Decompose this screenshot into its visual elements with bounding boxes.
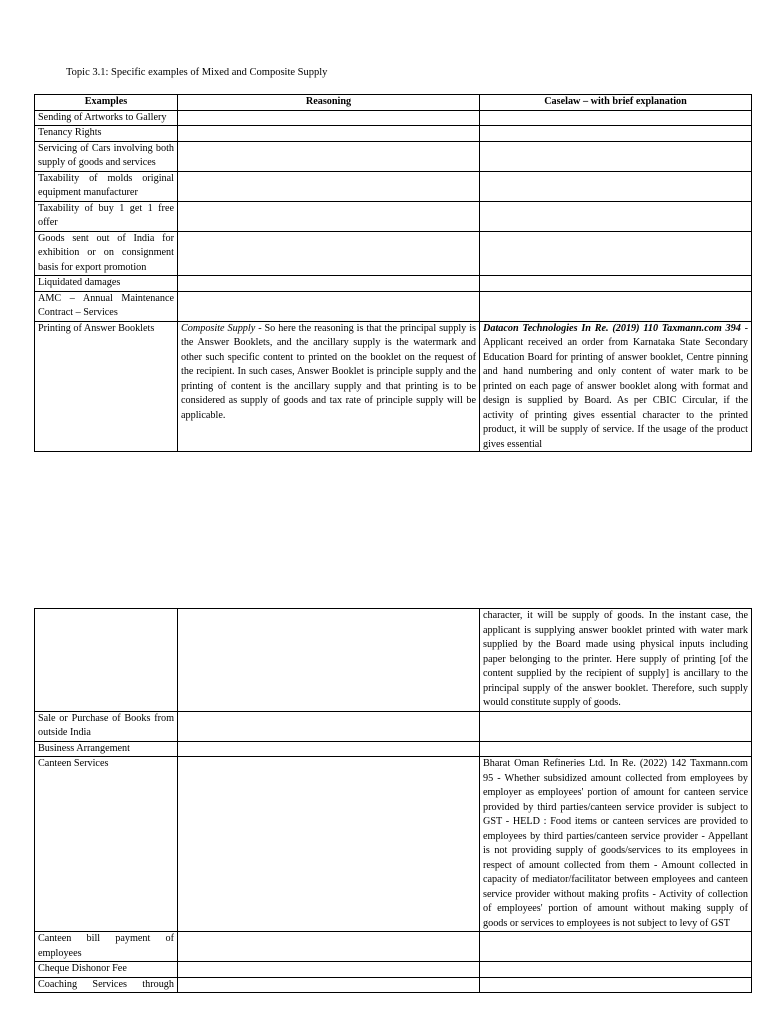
example-cell: Canteen bill payment of employees (35, 932, 178, 962)
table-header-row (35, 95, 752, 111)
example-cell: AMC – Annual Maintenance Contract – Services (35, 291, 178, 321)
reasoning-cell (178, 609, 480, 712)
caselaw-cell (480, 711, 752, 741)
caselaw-cell (480, 201, 752, 231)
header-reasoning: Reasoning (178, 95, 480, 111)
caselaw-cell (480, 977, 752, 993)
header-examples: Examples (35, 95, 178, 111)
example-cell: Cheque Dishonor Fee (35, 962, 178, 978)
caselaw-cell (480, 276, 752, 292)
reasoning-cell (178, 291, 480, 321)
caselaw-cell (480, 741, 752, 757)
caselaw-cell (480, 932, 752, 962)
example-cell: Liquidated damages (35, 276, 178, 292)
table-row (35, 110, 752, 126)
table-row (35, 932, 752, 962)
example-cell: Sale or Purchase of Books from outside India (35, 711, 178, 741)
caselaw-cell: character, it will be supply of goods. In the instant case, the applicant is supplying answer booklet printed with water mark supplied by the Board made using physical inputs including paper belonging to the printer. Here supply of printing [of the content supplied by the recipient of supply] is ancillary to the principal supply of the answer booklet. Therefore, such supply would constitute supply of goods. (480, 609, 752, 712)
caselaw-cell (480, 321, 752, 451)
caselaw-cell (480, 291, 752, 321)
header-caselaw: Caselaw – with brief explanation (480, 95, 752, 111)
table-row (35, 977, 752, 993)
caselaw-cell (480, 126, 752, 142)
reasoning-text: - So here the reasoning is that the principal supply is the Answer Booklets, and the ancillary supply is the watermark and other such specific content to printed on the booklet on the request of the recipient. In such cases, Answer Booklet is principle supply and the printing of content is the ancillary supply and that printing is to be considered as supply of goods and tax rate of principle supply will be applicable. (181, 322, 476, 421)
examples-table-continued (34, 608, 752, 993)
topic-title: Topic 3.1: Specific examples of Mixed and Composite Supply (66, 67, 328, 78)
example-cell: Taxability of molds original equipment manufacturer (35, 171, 178, 201)
table-row-answer-booklets (35, 321, 752, 451)
table-row (35, 171, 752, 201)
table-row (35, 711, 752, 741)
caselaw-cell (480, 962, 752, 978)
table-row (35, 962, 752, 978)
example-cell: Tenancy Rights (35, 126, 178, 142)
reasoning-lead: Composite Supply (181, 322, 256, 334)
reasoning-cell (178, 741, 480, 757)
table-row (35, 757, 752, 932)
caselaw-citation: Datacon Technologies In Re. (2019) 110 Taxmann.com 394 (483, 322, 741, 334)
table-row (35, 141, 752, 171)
table-row (35, 201, 752, 231)
reasoning-cell (178, 141, 480, 171)
caselaw-cell (480, 231, 752, 276)
caselaw-cell (480, 110, 752, 126)
caselaw-cell (480, 171, 752, 201)
table-row (35, 126, 752, 142)
example-cell: Taxability of buy 1 get 1 free offer (35, 201, 178, 231)
example-cell: Printing of Answer Booklets (35, 321, 178, 451)
reasoning-cell (178, 962, 480, 978)
caselaw-cell: Bharat Oman Refineries Ltd. In Re. (2022) 142 Taxmann.com 95 - Whether subsidized amount collected from employees by employer as employees' portion of amount for canteen service provided by third parties/canteen service provider is subject to GST - HELD : Food items or canteen services are provided to employees by third parties/canteen service provider - Appellant is not providing supply of goods/services to its employees in respect of amount collected from them - Amount collected in capacity of mediator/facilitator between employees and canteen service provider without making profits - Activity of collection of employees' portion of amount without making supply of goods or services to employees is not subject to levy of GST (480, 757, 752, 932)
table-row (35, 231, 752, 276)
example-cell: Goods sent out of India for exhibition or on consignment basis for export promotion (35, 231, 178, 276)
example-cell: Servicing of Cars involving both supply of goods and services (35, 141, 178, 171)
reasoning-cell (178, 231, 480, 276)
reasoning-cell (178, 977, 480, 993)
caselaw-text: - Applicant received an order from Karnataka State Secondary Education Board for printing of answer booklet, Centre pinning and hand numbering and only content of water mark to be printed on each page of answer booklet along with format and design is supplied by Board. As per CBIC Circular, if the activity of printing gives essential character to the printed product, it will be supply of service. If the usage of the product gives essential (483, 322, 748, 450)
reasoning-cell (178, 201, 480, 231)
example-cell: Sending of Artworks to Gallery (35, 110, 178, 126)
reasoning-cell (178, 276, 480, 292)
table-row-continued (35, 609, 752, 712)
example-cell (35, 609, 178, 712)
example-cell: Canteen Services (35, 757, 178, 932)
caselaw-cell (480, 141, 752, 171)
example-cell: Business Arrangement (35, 741, 178, 757)
examples-table (34, 94, 752, 452)
reasoning-cell (178, 757, 480, 932)
example-cell: Coaching Services through (35, 977, 178, 993)
table-row (35, 291, 752, 321)
reasoning-cell (178, 711, 480, 741)
reasoning-cell (178, 171, 480, 201)
reasoning-cell (178, 932, 480, 962)
reasoning-cell (178, 321, 480, 451)
table-row (35, 741, 752, 757)
reasoning-cell (178, 126, 480, 142)
table-row (35, 276, 752, 292)
reasoning-cell (178, 110, 480, 126)
